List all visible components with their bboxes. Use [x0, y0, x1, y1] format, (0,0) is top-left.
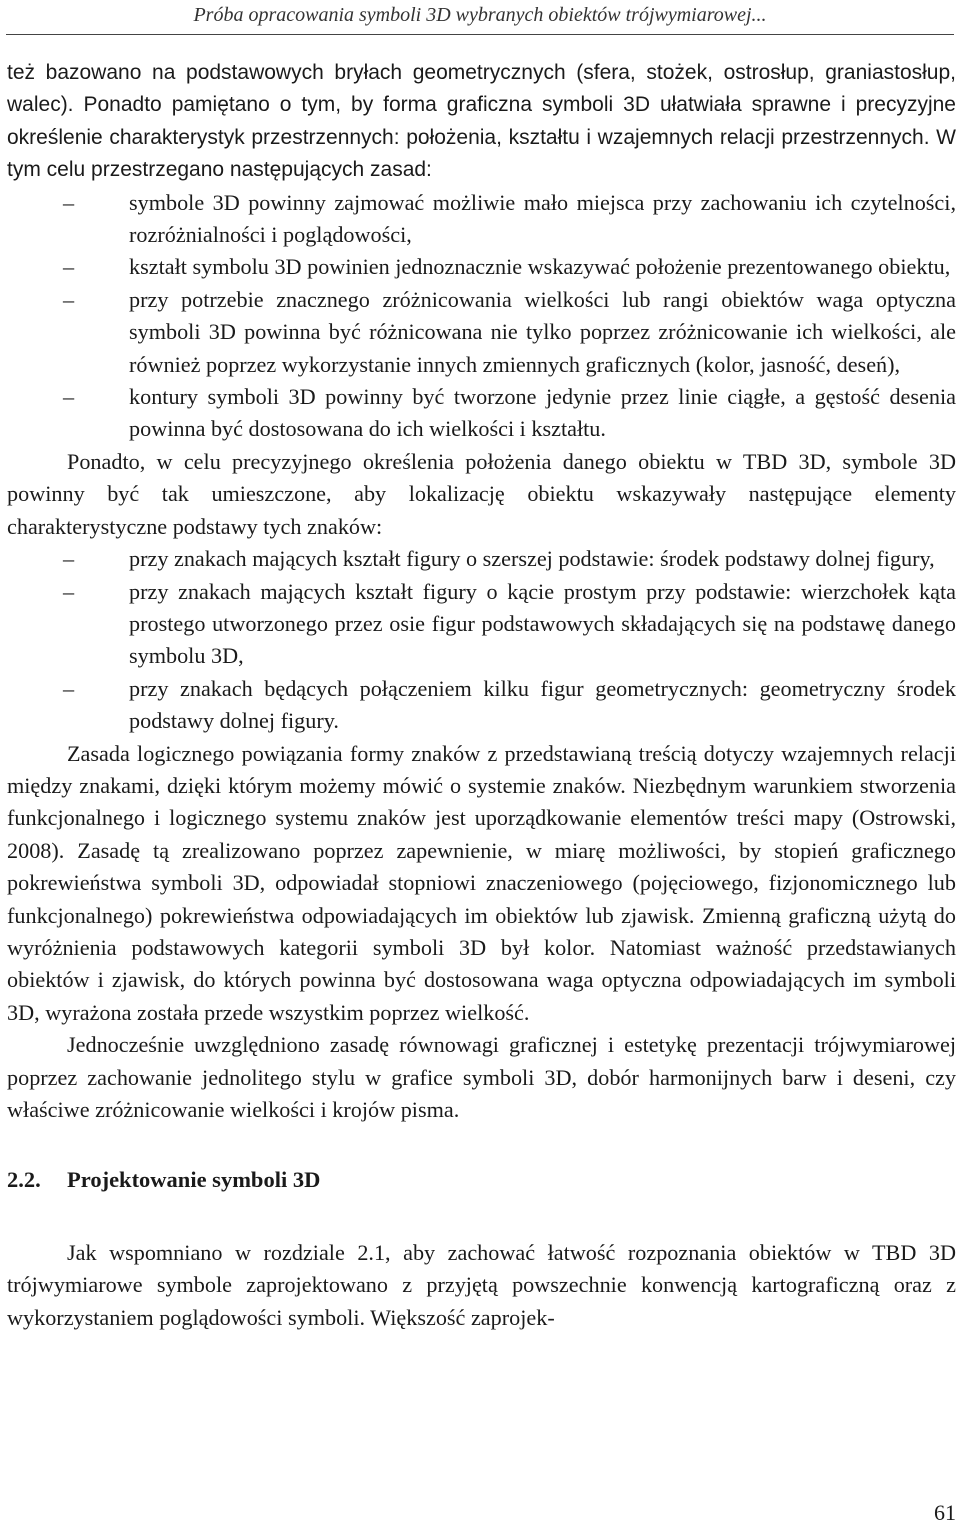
header-rule: [6, 34, 954, 35]
page-number: 61: [934, 1500, 956, 1525]
list-item: – przy znakach mających kształt figury o szerszej podstawie: środek podstawy dolnej figury,: [7, 543, 956, 575]
list-item: – przy znakach będących połączeniem kilku figur geometrycznych: geometryczny środek podstawy dolnej figury.: [7, 673, 956, 738]
list-item: – kształt symbolu 3D powinien jednoznacznie wskazywać położenie prezentowanego obiektu,: [7, 251, 956, 283]
list-item: – przy potrzebie znacznego zróżnicowania wielkości lub rangi obiektów waga optyczna symboli 3D powinna być różnicowana nie tylko poprzez zróżnicowanie ich wielkości, ale również poprzez wykorzystanie innych zmiennych graficznych (kolor, jasność, deseń),: [7, 284, 956, 381]
list-item: – kontury symboli 3D powinny być tworzone jedynie przez linie ciągłe, a gęstość desenia powinna być dostosowana do ich wielkości i kształtu.: [7, 381, 956, 446]
paragraph-1: też bazowano na podstawowych bryłach geometrycznych (sfera, stożek, ostrosłup, graniastosłup, walec). Ponadto pamiętano o tym, by forma graficzna symboli 3D ułatwiała sprawne i precyzyjne określenie charakterystyk przestrzennych: położenia, kształtu i wzajemnych relacji przestrzennych. W tym celu przestrzegano następujących zasad:: [7, 61, 956, 182]
section-heading: [7, 1164, 956, 1196]
list-item: – przy znakach mających kształt figury o kącie prostym przy podstawie: wierzchołek kąta prostego utworzonego przez osie figur podstawowych składających się na podstawę danego symbolu 3D,: [7, 576, 956, 673]
list-item: – symbole 3D powinny zajmować możliwie mało miejsca przy zachowaniu ich czytelności, rozróżnialności i poglądowości,: [7, 187, 956, 252]
section-title: Projektowanie symboli 3D: [67, 1167, 321, 1193]
section-number: 2.2.: [7, 1167, 41, 1193]
placement-list: [7, 543, 956, 737]
paragraph-5: Jak wspomniano w rozdziale 2.1, aby zachować łatwość rozpoznania obiektów w TBD 3D trójwymiarowe symbole zaprojektowano z przyjętą powszechnie konwencją kartograficzną oraz z wykorzystaniem poglądowości symboli. Większość zaprojek-: [7, 1239, 956, 1330]
principles-list: [7, 187, 956, 446]
body-text: [7, 57, 956, 1334]
paragraph-3: Zasada logicznego powiązania formy znaków z przedstawianą treścią dotyczy wzajemnych relacji między znakami, dzięki którym możemy mówić o systemie znaków. Niezbędnym warunkiem stworzenia funkcjonalnego i logicznego systemu znaków jest uporządkowanie elementów treści mapy (Ostrowski, 2008). Zasadę tą zrealizowano poprzez zapewnienie, w miarę możliwości, by stopień graficznego pokrewieństwa symboli 3D, odpowiadał stopniowi znaczeniowego (pojęciowego, fizjonomicznego lub funkcjonalnego) pokrewieństwa odpowiadających im obiektów lub zjawisk. Zmienną graficzną użytą do wyróżnienia podstawowych kategorii symboli 3D był kolor. Natomiast ważność przedstawianych obiektów i zjawisk, do których powinna być dostosowana waga optyczna odpowiadających im symboli 3D, wyrażona została przede wszystkim poprzez wielkość.: [7, 740, 956, 1025]
paragraph-4: Jednocześnie uwzględniono zasadę równowagi graficznej i estetykę prezentacji trójwymiarowej poprzez zachowanie jednolitego stylu w grafice symboli 3D, dobór harmonijnych barw i deseni, czy właściwe zróżnicowanie wielkości i krojów pisma.: [7, 1032, 956, 1122]
paragraph-2: Ponadto, w celu precyzyjnego określenia położenia danego obiektu w TBD 3D, symbole 3D powinny być tak umieszczone, aby lokalizację obiektu wskazywały następujące elementy charakterystyczne podstawy tych znaków:: [7, 448, 956, 539]
running-head-title: Próba opracowania symboli 3D wybranych obiektów trójwymiarowej...: [193, 4, 767, 26]
